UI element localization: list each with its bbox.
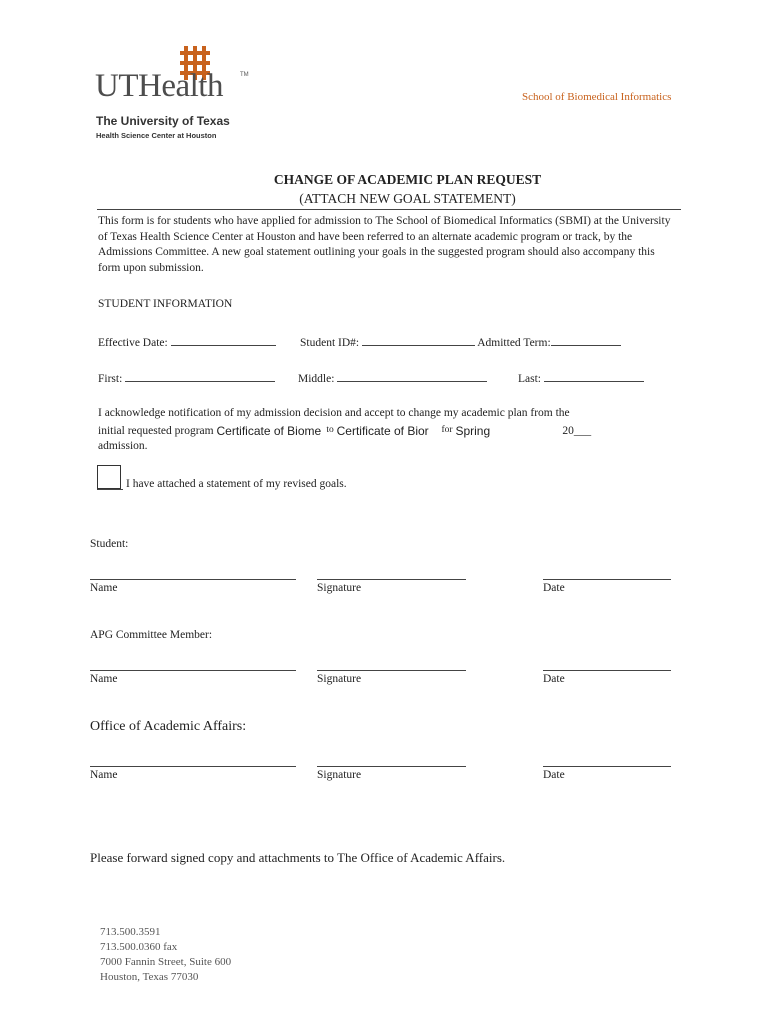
student-name-label: Name bbox=[90, 582, 118, 594]
effective-date-input[interactable] bbox=[171, 334, 276, 346]
footer-phone: 713.500.3591 bbox=[100, 926, 161, 938]
student-id-input[interactable] bbox=[362, 334, 475, 346]
apg-date-label: Date bbox=[543, 673, 565, 685]
forward-instructions: Please forward signed copy and attachments to The Office of Academic Affairs. bbox=[90, 850, 506, 865]
footer-fax: 713.500.0360 fax bbox=[100, 941, 178, 953]
last-name-label: Last: bbox=[518, 373, 541, 385]
school-name: School of Biomedical Informatics bbox=[522, 91, 672, 103]
attach-statement-label: I have attached a statement of my revised goals. bbox=[126, 478, 347, 490]
admission-text: admission. bbox=[98, 440, 148, 452]
title-divider bbox=[97, 209, 681, 210]
logo-center-name: Health Science Center at Houston bbox=[96, 131, 217, 140]
to-label: to bbox=[326, 425, 334, 435]
footer-address-street: 7000 Fannin Street, Suite 600 bbox=[100, 956, 232, 968]
student-id-field[interactable] bbox=[300, 334, 621, 349]
effective-date-field[interactable] bbox=[98, 334, 276, 349]
student-signature-label: Signature bbox=[317, 582, 362, 594]
middle-name-input[interactable] bbox=[337, 370, 487, 382]
year-field[interactable]: 20___ bbox=[562, 425, 592, 437]
form-title: CHANGE OF ACADEMIC PLAN REQUEST bbox=[273, 172, 542, 187]
first-name-field[interactable] bbox=[98, 370, 275, 385]
student-name-line[interactable] bbox=[90, 579, 296, 580]
apg-signature-heading: APG Committee Member: bbox=[90, 629, 213, 641]
checkbox-underline bbox=[97, 489, 123, 490]
student-date-label: Date bbox=[543, 582, 565, 594]
office-name-line[interactable] bbox=[90, 766, 296, 767]
apg-signature-label: Signature bbox=[317, 673, 362, 685]
student-id-label: Student ID#: bbox=[300, 337, 360, 349]
last-name-field[interactable] bbox=[518, 370, 644, 385]
student-signature-heading: Student: bbox=[90, 538, 129, 550]
office-date-label: Date bbox=[543, 769, 565, 781]
office-name-label: Name bbox=[90, 769, 118, 781]
first-name-input[interactable] bbox=[125, 370, 275, 382]
term-input[interactable]: Spring bbox=[455, 424, 491, 438]
first-name-label: First: bbox=[98, 373, 123, 385]
middle-name-field[interactable] bbox=[298, 370, 487, 385]
logo-wordmark: UTHealth bbox=[95, 68, 223, 104]
office-signature-line[interactable] bbox=[317, 766, 466, 767]
footer-address-city: Houston, Texas 77030 bbox=[100, 971, 199, 983]
student-date-line[interactable] bbox=[543, 579, 671, 580]
logo-university-name: The University of Texas bbox=[96, 114, 230, 128]
attach-statement-checkbox[interactable] bbox=[97, 465, 121, 489]
acknowledgement-text: I acknowledge notification of my admission decision and accept to change my academic plan from the bbox=[98, 407, 570, 419]
apg-date-line[interactable] bbox=[543, 670, 671, 671]
office-signature-heading: Office of Academic Affairs: bbox=[90, 719, 247, 734]
student-info-heading: STUDENT INFORMATION bbox=[98, 298, 233, 310]
form-subtitle: (ATTACH NEW GOAL STATEMENT) bbox=[299, 191, 516, 206]
from-program-input[interactable]: Certificate of Biome bbox=[216, 424, 322, 438]
admitted-term-label: Admitted Term: bbox=[477, 337, 551, 349]
to-program-input[interactable]: Certificate of Bior bbox=[336, 424, 429, 438]
logo-trademark: TM bbox=[240, 72, 249, 78]
office-signature-label: Signature bbox=[317, 769, 362, 781]
office-date-line[interactable] bbox=[543, 766, 671, 767]
for-label: for bbox=[441, 425, 453, 435]
initial-program-label: initial requested program bbox=[98, 425, 214, 437]
effective-date-label: Effective Date: bbox=[98, 337, 168, 349]
middle-name-label: Middle: bbox=[298, 373, 335, 385]
apg-signature-line[interactable] bbox=[317, 670, 466, 671]
last-name-input[interactable] bbox=[544, 370, 644, 382]
admitted-term-input[interactable] bbox=[551, 334, 621, 346]
apg-name-label: Name bbox=[90, 673, 118, 685]
program-change-line bbox=[98, 423, 591, 440]
intro-paragraph: This form is for students who have applied for admission to The School of Biomedical Informatics (SBMI) at the University of Texas Health Science Center at Houston and have been referred to an alternate academic program or track, by the Admissions Committee. A new goal statement outlining your goals in the suggested program should also accompany this form upon submission. bbox=[98, 215, 671, 274]
student-signature-line[interactable] bbox=[317, 579, 466, 580]
apg-name-line[interactable] bbox=[90, 670, 296, 671]
